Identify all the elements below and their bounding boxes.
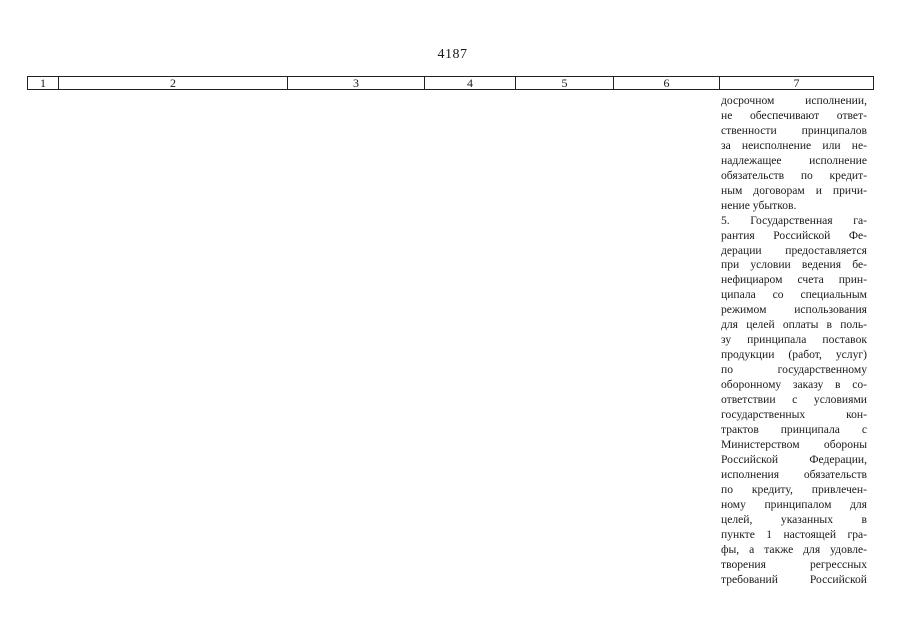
text-line: режимом использования [721, 303, 867, 317]
text-line: Российской Федерации, [721, 452, 867, 466]
text-line: творения регрессных [721, 557, 867, 571]
text-line: досрочном исполнении, [721, 94, 867, 107]
column-header-1: 1 [28, 77, 59, 90]
column-header-6: 6 [614, 77, 720, 90]
text-line: по кредиту, привлечен- [721, 482, 867, 496]
text-line: 5. Государственная га- [721, 213, 867, 227]
text-line: ципала со специальным [721, 288, 867, 302]
column-header-4: 4 [425, 77, 516, 90]
text-line: зу принципала поставок [721, 333, 867, 347]
text-line: пункте 1 настоящей гра- [721, 527, 867, 541]
column-header-3: 3 [288, 77, 425, 90]
column-7-text [721, 94, 867, 587]
column-header-7: 7 [720, 77, 874, 90]
text-line: нение убытков. [721, 198, 797, 212]
text-line: при условии ведения бе- [721, 258, 867, 272]
text-line: не обеспечивают ответ- [721, 108, 867, 122]
text-line: оборонному заказу в со- [721, 378, 867, 392]
text-line: ственности принципалов [721, 123, 867, 137]
text-line: для целей оплаты в поль- [721, 318, 867, 332]
table-header-row [28, 77, 874, 90]
text-line: нефициаром счета прин- [721, 273, 867, 287]
text-line: дерации предоставляется [721, 243, 867, 257]
text-line: за неисполнение или не- [721, 138, 867, 152]
text-line: надлежащее исполнение [721, 153, 867, 167]
text-line: исполнения обязательств [721, 467, 867, 481]
text-line: трактов принципала с [721, 422, 867, 436]
text-line: рантия Российской Фе- [721, 228, 867, 242]
text-line: целей, указанных в [721, 512, 867, 526]
text-line: требований Российской [721, 572, 867, 586]
text-line: по государственному [721, 363, 867, 377]
text-line: ным договорам и причи- [721, 183, 867, 197]
column-header-2: 2 [59, 77, 288, 90]
column-header-5: 5 [516, 77, 614, 90]
text-line: государственных кон- [721, 408, 867, 422]
text-line: Министерством обороны [721, 437, 867, 451]
table-header [27, 76, 874, 90]
text-line: ответствии с условиями [721, 393, 867, 407]
text-line: продукции (работ, услуг) [721, 348, 867, 362]
text-line: фы, а также для удовле- [721, 542, 867, 556]
text-line: ному принципалом для [721, 497, 867, 511]
page-number: 4187 [437, 47, 468, 62]
text-line: обязательств по кредит- [721, 168, 867, 182]
